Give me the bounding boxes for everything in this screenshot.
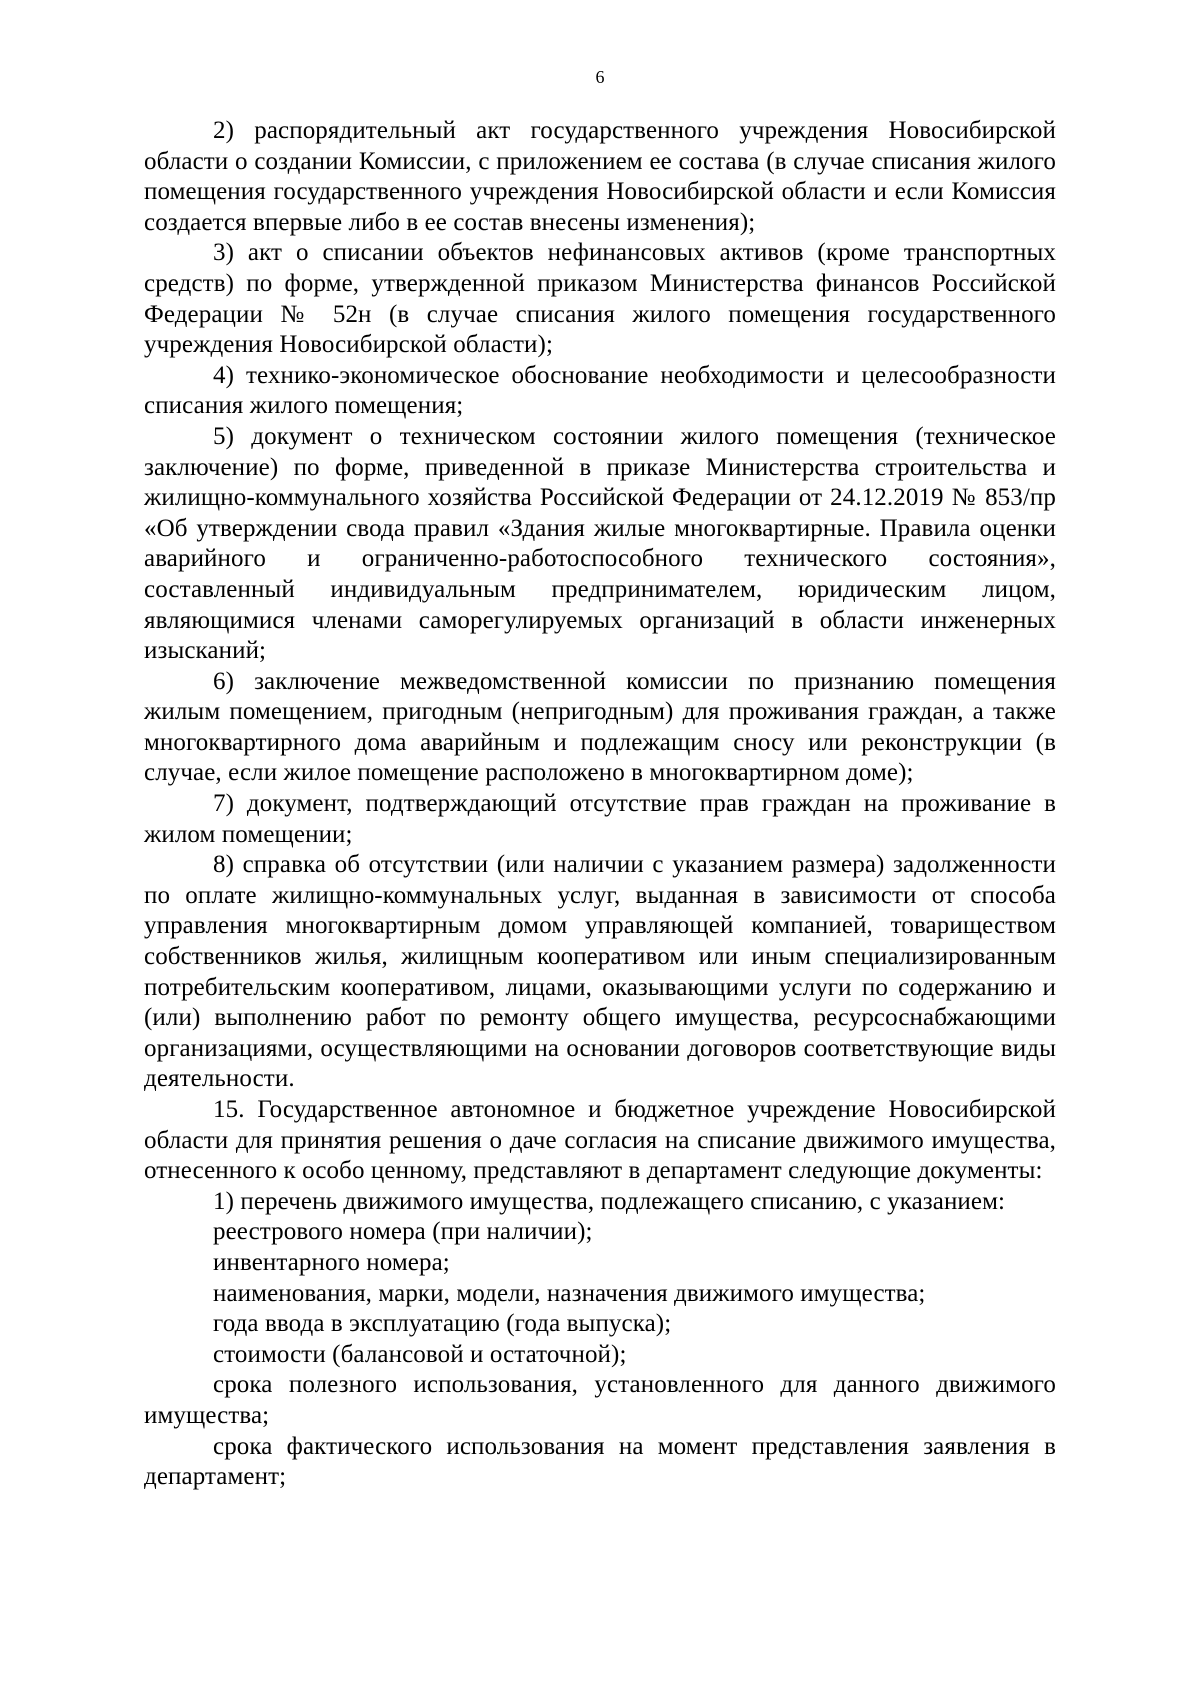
page-number: 6 <box>595 67 605 87</box>
paragraph-item-7: 7) документ, подтверждающий отсутствие прав граждан на проживание в жилом помещении; <box>144 790 1056 848</box>
paragraph-clause-15: 15. Государственное автономное и бюджетное учреждение Новосибирской области для принятия решения о даче согласия на списание движимого имущества, отнесенного к особо ценному, представляют в департамент следующие документы: <box>144 1096 1056 1185</box>
paragraph-actual-use: срока фактического использования на момент представления заявления в департамент; <box>144 1432 1056 1491</box>
paragraph-item-4: 4) технико-экономическое обоснование необходимости и целесообразности списания жилого помещения; <box>144 361 1056 420</box>
paragraph-cost: стоимости (балансовой и остаточной); <box>213 1340 627 1368</box>
paragraph-item-3: 3) акт о списании объектов нефинансовых активов (кроме транспортных средств) по форме, утвержденной приказом Министерства финансов Российской Федерации № 52н (в случае списания жилого помещения государственного учреждения Новосибирской области); <box>144 239 1056 359</box>
document-body <box>144 116 1056 1493</box>
paragraph-item-5: 5) документ о техническом состоянии жилого помещения (техническое заключение) по форме, приведенной в приказе Министерства строительства и жилищно-коммунального хозяйства Российской Федерации от 24.12.2019 № 853/пр «Об утверждении свода правил «Здания жилые многоквартирные. Правила оценки аварийного и ограниченно-работоспособного технического состояния», составленный индивидуальным предпринимателем, юридическим лицом, являющимися членами саморегулируемых организаций в области инженерных изысканий; <box>144 422 1056 665</box>
paragraph-item-8: 8) справка об отсутствии (или наличии с указанием размера) задолженности по оплате жилищно-коммунальных услуг, выданная в зависимости от способа управления многоквартирным домом управляющей компанией, товариществом собственников жилья, жилищным кооперативом или иным специализированным потребительским кооперативом, лицами, оказывающими услуги по содержанию и (или) выполнению работ по ремонту общего имущества, ресурсоснабжающими организациями, осуществляющими на основании договоров соответствующие виды деятельности. <box>144 851 1056 1093</box>
paragraph-useful-life: срока полезного использования, установленного для данного движимого имущества; <box>144 1371 1056 1429</box>
paragraph-inventory-number: инвентарного номера; <box>213 1248 450 1276</box>
paragraph-subitem-1: 1) перечень движимого имущества, подлежащего списанию, с указанием: <box>213 1187 1006 1215</box>
paragraph-name-model: наименования, марки, модели, назначения движимого имущества; <box>213 1279 926 1307</box>
paragraph-registry-number: реестрового номера (при наличии); <box>213 1218 593 1246</box>
paragraph-item-6: 6) заключение межведомственной комиссии по признанию помещения жилым помещением, пригодным (непригодным) для проживания граждан, а также многоквартирного дома аварийным и подлежащим сносу или реконструкции (в случае, если жилое помещение расположено в многоквартирном доме); <box>144 667 1056 787</box>
paragraph-item-2: 2) распорядительный акт государственного учреждения Новосибирской области о создании Комиссии, с приложением ее состава (в случае списания жилого помещения государственного учреждения Новосибирской области и если Комиссия создается впервые либо в ее состав внесены изменения); <box>144 117 1056 236</box>
paragraph-commissioning-year: года ввода в эксплуатацию (года выпуска); <box>213 1310 672 1338</box>
